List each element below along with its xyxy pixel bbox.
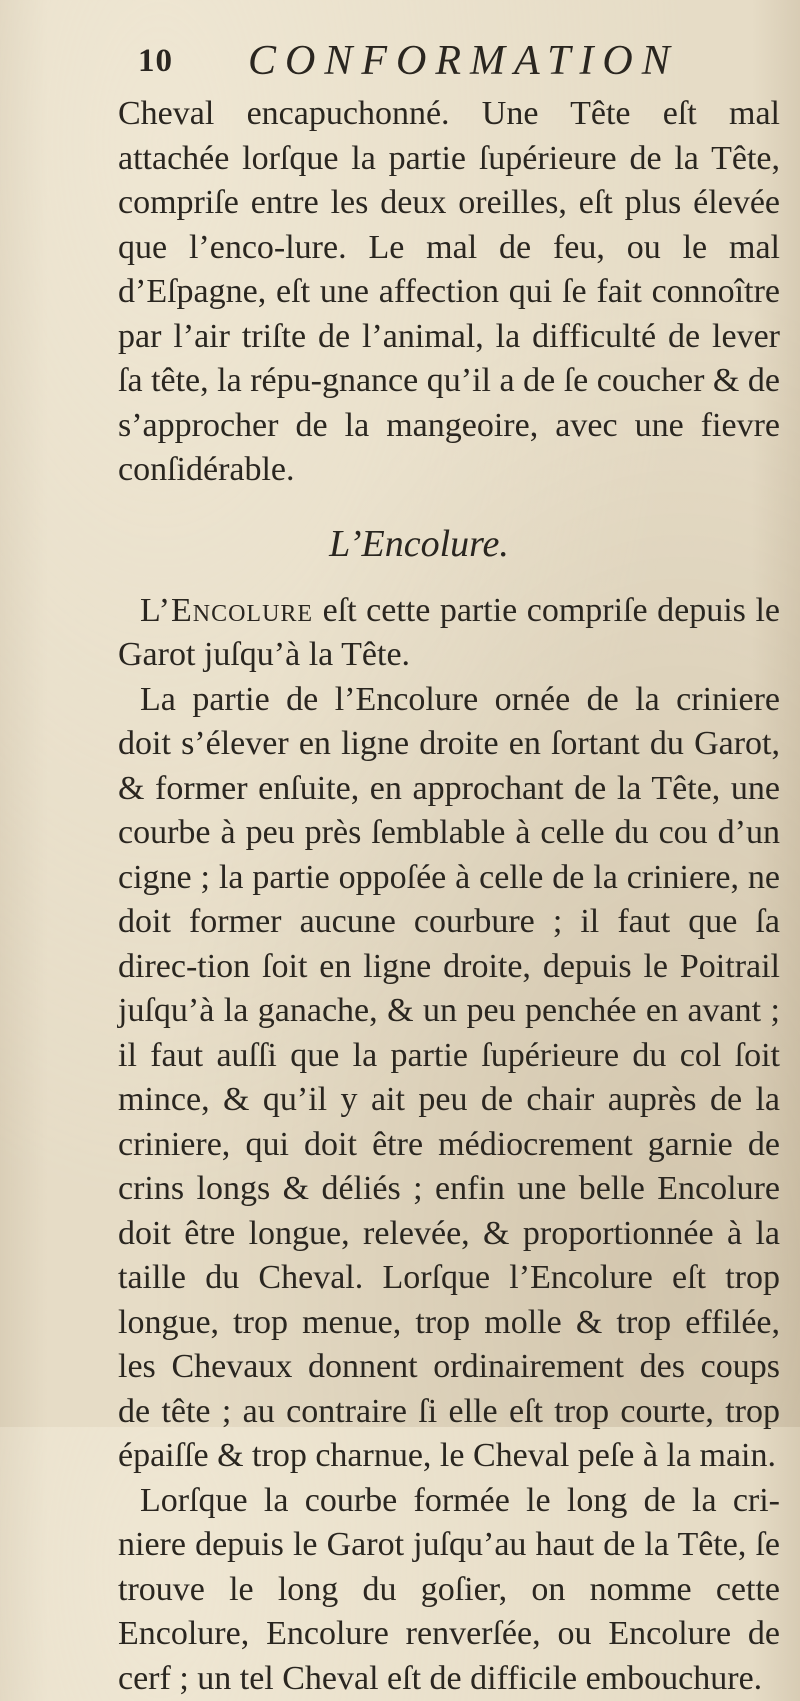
paragraph-2-lead: L’Encolure	[140, 592, 313, 629]
section-heading: L’Encolure.	[118, 515, 780, 573]
page-number: 10	[138, 30, 198, 92]
paragraph-2	[118, 589, 780, 678]
paragraph-4: Lorſque la courbe formée le long de la cri-niere depuis le Garot juſqu’au haut de la Tête, ſe trouve le long du goſier, on nomme cette Encolure, Encolure renverſée, ou Encolure de cerf ; un tel Cheval eſt de difficile embouchure.	[118, 1479, 780, 1701]
paragraph-1: Cheval encapuchonné. Une Tête eſt mal attachée lorſque la partie ſupérieure de la Tête, compriſe entre les deux oreilles, eſt plus élevée que l’enco-lure. Le mal de feu, ou le mal d’Eſpagne, eſt une affection qui ſe fait connoître par l’air triſte de l’animal, la difficulté de lever ſa tête, la répu-gnance qu’il a de ſe coucher & de s’approcher de la mangeoire, avec une fievre conſidérable.	[118, 92, 780, 493]
running-title: CONFORMATION	[248, 30, 679, 92]
running-head	[118, 30, 780, 92]
paragraph-3: La partie de l’Encolure ornée de la criniere doit s’élever en ligne droite en ſortant du Garot, & former enſuite, en approchant de la Tête, une courbe à peu près ſemblable à celle du cou d’un cigne ; la partie oppoſée à celle de la criniere, ne doit former aucune courbure ; il faut que ſa direc-tion ſoit en ligne droite, depuis le Poitrail juſqu’à la ganache, & un peu penchée en avant ; il faut auſſi que la partie ſupérieure du col ſoit mince, & qu’il y ait peu de chair auprès de la criniere, qui doit être médiocrement garnie de crins longs & déliés ; enfin une belle Encolure doit être longue, relevée, & proportionnée à la taille du Cheval. Lorſque l’Encolure eſt trop longue, trop menue, trop molle & trop effilée, les Chevaux donnent ordinairement des coups de tête ; au contraire ſi elle eſt trop courte, trop épaiſſe & trop charnue, le Cheval peſe à la main.	[118, 678, 780, 1479]
paragraph-2-rest: eſt cette partie compriſe depuis le Garot juſqu’à la Tête.	[118, 592, 780, 674]
body-text	[118, 92, 780, 1701]
